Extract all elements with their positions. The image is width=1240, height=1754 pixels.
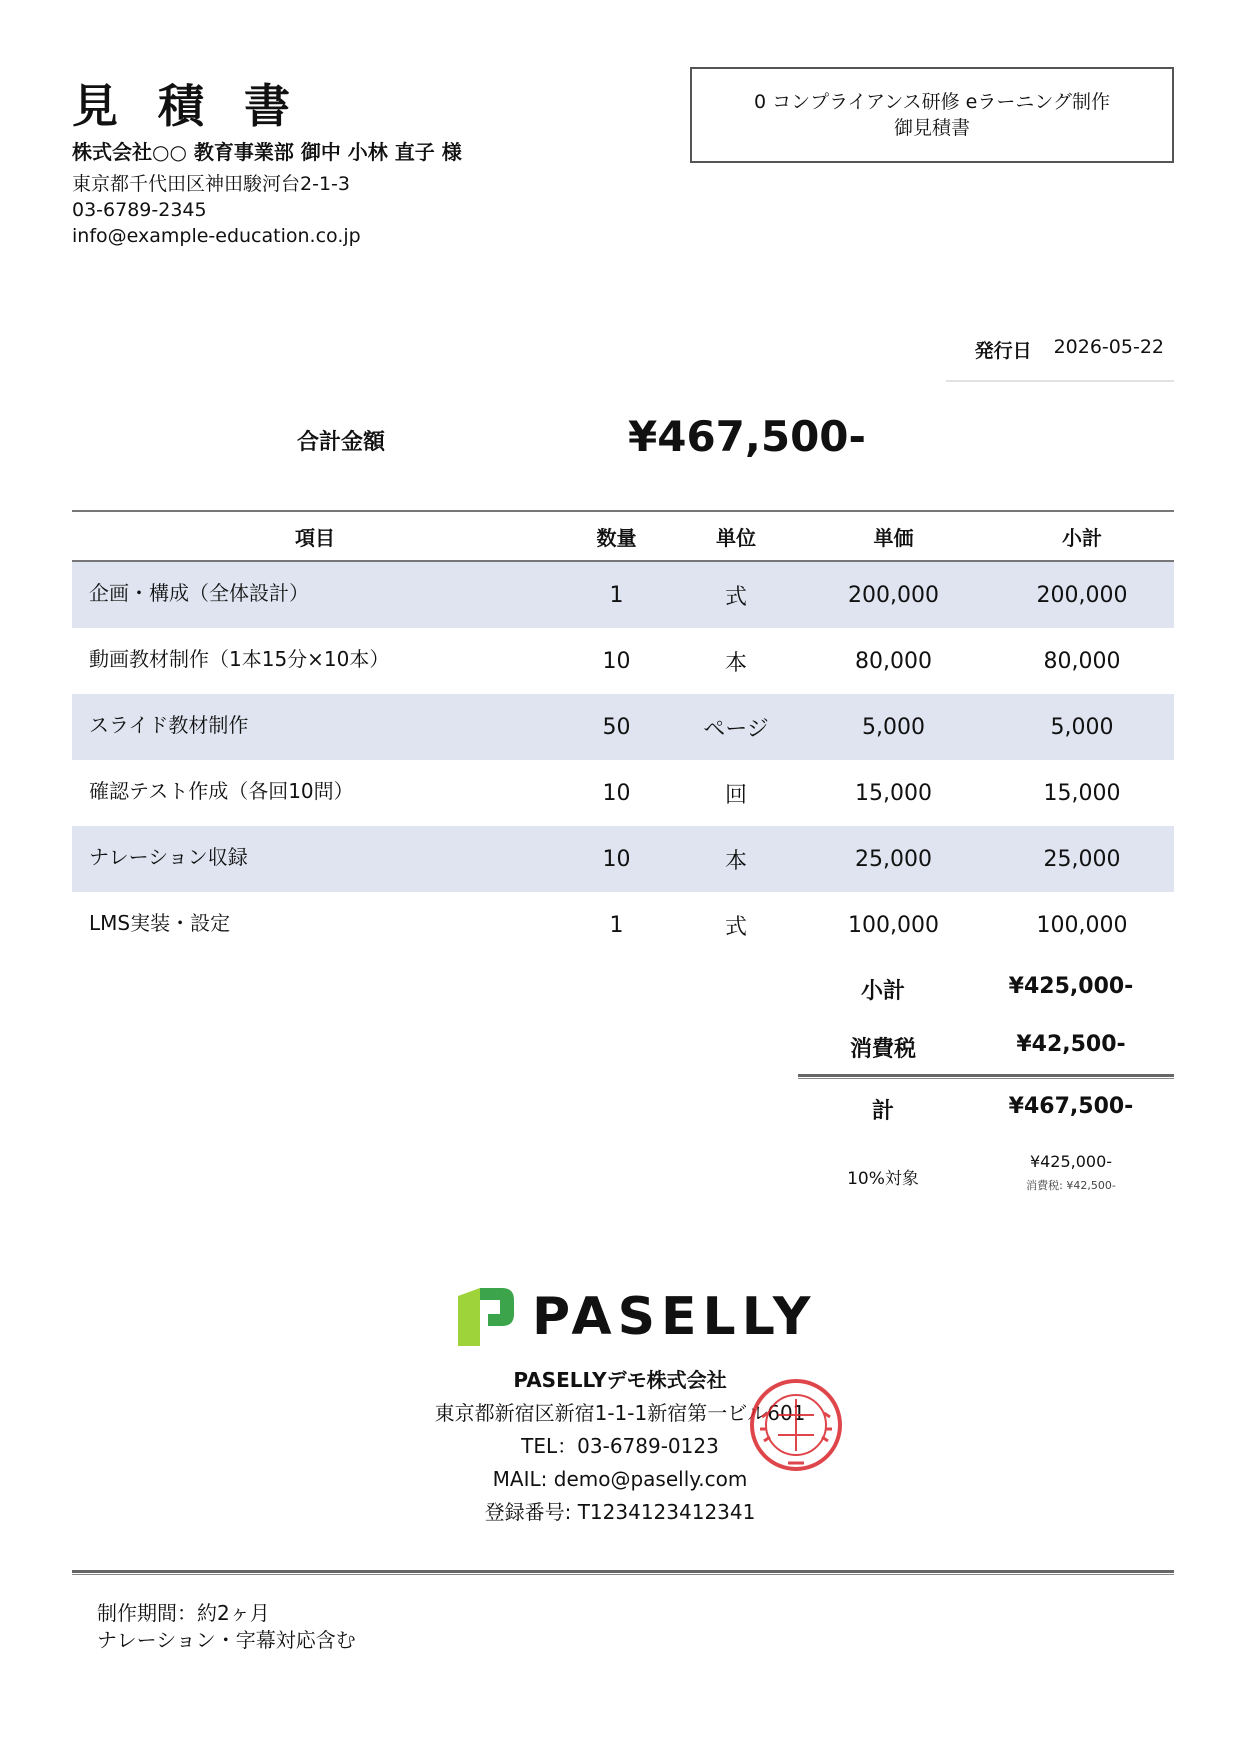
- cell-subtotal: 15,000: [1043, 780, 1121, 806]
- cell-item: 企画・構成（全体設計）: [72, 561, 558, 628]
- subject-box: [690, 67, 1174, 163]
- tax-rate-label: 10%対象: [847, 1169, 919, 1189]
- summary-subtotal-value: ¥425,000-: [1008, 974, 1134, 999]
- cell-item: 確認テスト作成（各回10問）: [89, 779, 354, 803]
- cell-price: 80,000: [855, 648, 932, 674]
- company-seal-stamp: [748, 1377, 844, 1473]
- cell-qty: 10: [602, 780, 631, 806]
- client-address: 東京都千代田区神田駿河台2-1-3: [72, 173, 350, 195]
- cell-unit: 式: [724, 914, 747, 940]
- header-unit: 単位: [675, 511, 797, 561]
- cell-item: スライド教材制作: [72, 694, 558, 760]
- issuer-tel: TEL：03-6789-0123: [521, 1434, 719, 1458]
- cell-item: LMS実装・設定: [89, 911, 231, 935]
- cell-subtotal: 100,000: [1036, 912, 1128, 938]
- document-title: 見積書: [72, 79, 330, 133]
- issuer-logo: [458, 1287, 816, 1347]
- cell-item: 動画教材制作（1本15分×10本）: [89, 647, 390, 671]
- cell-qty: 1: [609, 912, 624, 938]
- header-subtotal: 小計: [990, 511, 1174, 561]
- issuer-registration: 登録番号: T1234123412341: [484, 1500, 756, 1524]
- cell-subtotal: 80,000: [1043, 648, 1121, 674]
- issuer-info: [0, 1364, 1240, 1529]
- total-amount-label: 合計金額: [297, 430, 386, 455]
- issuer-address: 東京都新宿区新宿1-1-1新宿第一ビル601: [434, 1401, 806, 1425]
- client-info: [72, 171, 361, 249]
- cell-price: 5,000: [797, 694, 990, 760]
- paselly-logo-icon: [458, 1288, 514, 1346]
- table-header-row: [72, 511, 1174, 561]
- subject-line1: 0 コンプライアンス研修 eラーニング制作: [753, 91, 1110, 113]
- issuer-company: PASELLYデモ株式会社: [513, 1368, 727, 1392]
- summary-total-row: [798, 1094, 1174, 1125]
- cell-unit: ページ: [675, 694, 797, 760]
- tax-breakdown: [798, 1152, 1174, 1193]
- cell-subtotal: 5,000: [990, 694, 1174, 760]
- summary-total-label: 計: [871, 1099, 894, 1124]
- table-row: [72, 892, 1174, 958]
- table-row: [72, 826, 1174, 892]
- cell-subtotal: 25,000: [990, 826, 1174, 892]
- items-table: [72, 510, 1174, 958]
- client-phone: 03-6789-2345: [72, 199, 207, 221]
- summary-subtotal-label: 小計: [860, 979, 905, 1004]
- footer-divider: [72, 1570, 1174, 1575]
- summary-tax-label: 消費税: [849, 1037, 916, 1062]
- cell-price: 200,000: [797, 561, 990, 628]
- issuer-mail: MAIL: demo@paselly.com: [492, 1467, 748, 1491]
- table-row: [72, 561, 1174, 628]
- header-item: 項目: [72, 511, 558, 561]
- client-name: 株式会社○○ 教育事業部 御中 小林 直子 様: [72, 140, 462, 164]
- cell-price: 15,000: [855, 780, 932, 806]
- cell-subtotal: 200,000: [990, 561, 1174, 628]
- cell-qty: 50: [558, 694, 675, 760]
- summary-divider: [798, 1074, 1174, 1079]
- summary-tax-row: [798, 1032, 1174, 1063]
- cell-unit: 式: [675, 561, 797, 628]
- table-row: [72, 628, 1174, 694]
- logo-text: PASELLY: [532, 1287, 817, 1347]
- table-row: [72, 694, 1174, 760]
- total-amount-value: ¥467,500-: [628, 412, 866, 461]
- tax-rate-tax: 消費税: ¥42,500-: [1026, 1179, 1116, 1192]
- client-email: info@example-education.co.jp: [72, 225, 361, 247]
- cell-price: 100,000: [848, 912, 939, 938]
- note-line2: ナレーション・字幕対応含む: [97, 1628, 356, 1652]
- issue-date-label: 発行日: [974, 340, 1032, 362]
- cell-qty: 10: [602, 648, 631, 674]
- cell-price: 25,000: [797, 826, 990, 892]
- header-price: 単価: [797, 511, 990, 561]
- table-row: [72, 760, 1174, 826]
- cell-unit: 本: [724, 650, 747, 676]
- cell-unit: 本: [675, 826, 797, 892]
- subject-line2: 御見積書: [893, 117, 970, 139]
- cell-qty: 1: [558, 561, 675, 628]
- cell-item: ナレーション収録: [72, 826, 558, 892]
- issue-date: [946, 336, 1174, 382]
- tax-rate-amount: ¥425,000-: [1029, 1152, 1113, 1171]
- summary-total-value: ¥467,500-: [1008, 1094, 1134, 1119]
- summary-subtotal-row: [798, 974, 1174, 1005]
- summary-tax-value: ¥42,500-: [1016, 1032, 1126, 1057]
- note-line1: 制作期間：約2ヶ月: [97, 1601, 270, 1625]
- cell-qty: 10: [558, 826, 675, 892]
- notes: [97, 1600, 356, 1654]
- issue-date-value: 2026-05-22: [1053, 336, 1164, 358]
- cell-unit: 回: [724, 782, 747, 808]
- header-qty: 数量: [558, 511, 675, 561]
